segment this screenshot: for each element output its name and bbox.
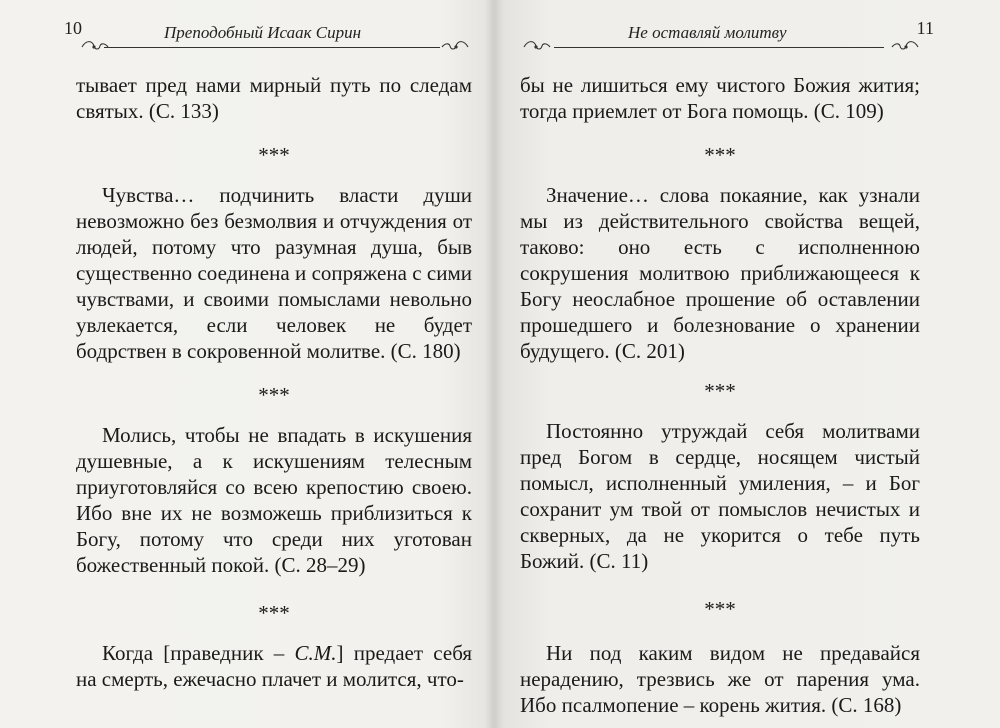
paragraph	[76, 640, 472, 692]
section-separator: ***	[258, 601, 290, 625]
editor-initials: С.М.	[294, 641, 337, 665]
running-title: Не оставляй молитву	[628, 23, 787, 42]
paragraph: тывает пред нами мирный путь по следам святых. (С. 133)	[76, 73, 472, 123]
right-page	[500, 0, 1000, 728]
running-title: Преподобный Исаак Сирин	[164, 23, 362, 42]
paragraph: Чувства… подчинить власти души невозможно без безмолвия и отчуждения от людей, потому что разумная душа, быв существенно соединена и сопряжена с сими чувствами, и своими помыслами невольно увлекается, если человек не будет бодрствен в сокровенной молитве. (С. 180)	[76, 183, 472, 363]
paragraph-text: ] предает себя на смерть, ежечасно плачет и молится, что-	[76, 641, 473, 691]
flourish-ornament-icon	[522, 38, 552, 54]
flourish-ornament-icon	[440, 38, 470, 54]
paragraph: Значение… слова покаяние, как узнали мы из действительного свойства вещей, таково: оно есть с исполненною сокрушения молитвою приближающееся к Богу неослабное прошение об оставлении прошедшего и болезнование о хранении будущего. (С. 201)	[520, 183, 920, 363]
paragraph: бы не лишиться ему чистого Божия жития; тогда приемлет от Бога помощь. (С. 109)	[520, 73, 920, 123]
left-page-header	[64, 14, 474, 54]
flourish-ornament-icon	[80, 38, 110, 54]
section-separator: ***	[258, 383, 290, 407]
flourish-ornament-icon	[890, 38, 920, 54]
page-number: 10	[64, 18, 82, 38]
paragraph: Постоянно утруждай себя молитвами пред Богом в сердце, носящем чистый помысл, исполненный умиления, – и Бог сохранит ум твой от помыслов нечистых и скверных, да не укорится о тебе путь Божий. (С. 11)	[520, 419, 920, 573]
left-page-text	[76, 72, 472, 692]
paragraph-text: Когда [праведник –	[102, 641, 285, 665]
paragraph: Ни под каким видом не предавайся нерадению, трезвись же от парения ума. Ибо псалмопение – корень жития. (С. 168)	[520, 641, 920, 717]
section-separator: ***	[704, 143, 736, 167]
right-page-text	[520, 72, 920, 718]
page-number: 11	[916, 18, 934, 38]
left-page	[0, 0, 492, 728]
header-rule	[104, 47, 440, 48]
section-separator: ***	[258, 143, 290, 167]
paragraph: Молись, чтобы не впадать в искушения душевные, а к искушениям телесным приуготовляйся со всею крепостию своею. Ибо вне их не возможешь приблизиться к Богу, потому что среди них уготован божественный покой. (С. 28–29)	[76, 423, 472, 577]
right-page-header	[518, 14, 934, 54]
section-separator: ***	[704, 597, 736, 621]
section-separator: ***	[704, 379, 736, 403]
header-rule	[554, 47, 884, 48]
